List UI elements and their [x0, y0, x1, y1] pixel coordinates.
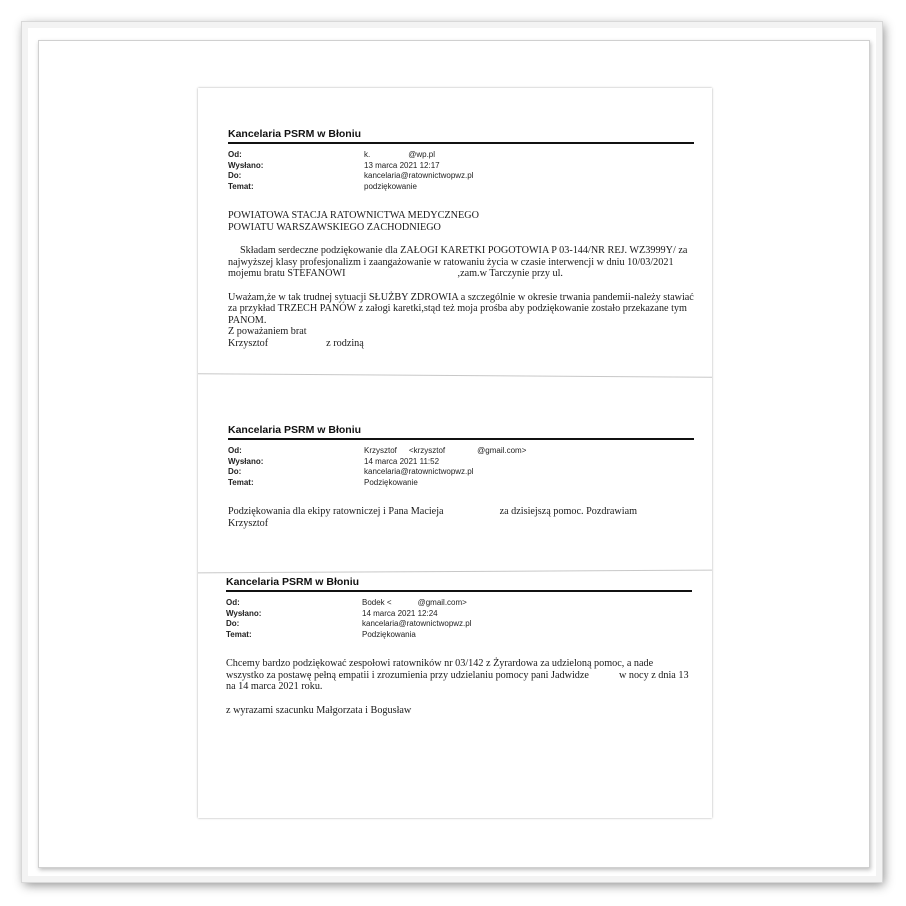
sent-label: Wysłano:: [228, 456, 264, 466]
email-body: [226, 658, 692, 716]
email-header-fields: [228, 150, 694, 192]
sent-value: 13 marca 2021 12:17: [364, 160, 440, 170]
paper-cut-line: [198, 373, 712, 378]
body-heading-2: POWIATU WARSZAWSKIEGO ZACHODNIEGO: [228, 221, 441, 233]
body-closing: Z poważaniem brat: [228, 326, 307, 337]
email-header-fields: [228, 446, 694, 488]
email-org-header: Kancelaria PSRM w Błoniu: [228, 424, 694, 440]
from-label: Od:: [228, 446, 242, 455]
sent-value: 14 marca 2021 12:24: [362, 608, 438, 618]
body-heading-1: POWIATOWA STACJA RATOWNICTWA MEDYCZNEGO: [228, 210, 479, 221]
subject-value: podziękowanie: [364, 181, 417, 191]
from-value: Krzysztof <krzysztof @gmail.com>: [364, 446, 527, 455]
subject-value: Podziękowania: [362, 629, 416, 639]
body-paragraph: Składam serdeczne podziękowanie dla ZAŁOGI KARETKI POGOTOWIA P 03-144/NR REJ. WZ3999Y/ za najwyższej klasy profesjonalizm i zaangażowanie w ratowaniu życia w czasie interwencji w dniu 10/03/2021 mojemu bratu STEFANOWI ,zam.w Tarczynie przy ul.: [228, 245, 688, 279]
to-label: Do:: [228, 171, 242, 180]
to-value: kancelaria@ratownictwopwz.pl: [362, 619, 472, 628]
email-header-fields: [226, 598, 692, 640]
from-value: Bodek < @gmail.com>: [362, 598, 467, 607]
email-org-header: Kancelaria PSRM w Błoniu: [228, 128, 694, 144]
email-printout-3: [226, 576, 692, 716]
from-label: Od:: [228, 150, 242, 159]
email-org-header: Kancelaria PSRM w Błoniu: [226, 576, 692, 592]
sent-label: Wysłano:: [228, 160, 264, 170]
from-label: Od:: [226, 598, 240, 607]
sent-value: 14 marca 2021 11:52: [364, 456, 440, 466]
paper-cut-line: [198, 570, 712, 574]
subject-value: Podziękowanie: [364, 477, 418, 487]
subject-label: Temat:: [226, 629, 252, 639]
to-label: Do:: [226, 619, 240, 628]
body-signature: Krzysztof: [228, 517, 269, 529]
to-value: kancelaria@ratownictwopwz.pl: [364, 467, 474, 476]
from-value: k. @wp.pl: [364, 150, 436, 159]
body-paragraph: Chcemy bardzo podziękować zespołowi ratowników nr 03/142 z Żyrardowa za udzieloną pomoc, a nade wszystko za postawę pełną empatii i zrozumienia przy udzielaniu pomocy pani Jadwidze w nocy z dnia 13 na 14 marca 2021 roku.: [226, 658, 689, 692]
body-paragraph: Podziękowania dla ekipy ratowniczej i Pana Macieja za dzisiejszą pomoc. Pozdrawiam: [228, 506, 638, 517]
scanned-document: [198, 88, 712, 818]
email-body: [228, 210, 694, 349]
body-signature: Krzysztof z rodziną: [228, 337, 364, 349]
subject-label: Temat:: [228, 477, 254, 487]
body-paragraph: Uważam,że w tak trudnej sytuacji SŁUŻBY ZDROWIA a szczególnie w okresie trwania pandemii-należy stawiać za przykład TRZECH PANÓW z załogi karetki,stąd też moja prośba aby podziękowanie zostało przekazane tym PANOM.: [228, 291, 694, 326]
body-signature: z wyrazami szacunku Małgorzata i Bogusław: [226, 704, 412, 716]
sent-label: Wysłano:: [226, 608, 262, 618]
to-value: kancelaria@ratownictwopwz.pl: [364, 171, 474, 180]
to-label: Do:: [228, 467, 242, 476]
email-printout-1: [228, 128, 694, 349]
email-printout-2: [228, 424, 694, 529]
email-body: [228, 506, 694, 529]
subject-label: Temat:: [228, 181, 254, 191]
